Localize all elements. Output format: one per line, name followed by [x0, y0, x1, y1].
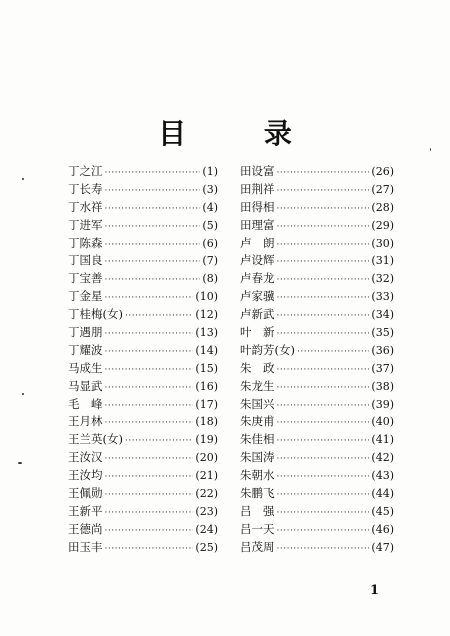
toc-entry [68, 235, 218, 253]
toc-entry [68, 199, 218, 217]
toc-entry [68, 163, 218, 181]
toc-entry [68, 181, 218, 199]
entry-name: 卢 朗 [240, 235, 275, 250]
entry-page-number: (46) [371, 522, 394, 536]
toc-entry [240, 467, 394, 485]
entry-page-number: (44) [371, 487, 394, 501]
page-number: 1 [370, 583, 380, 598]
entry-name: 叶韵芳(女) [240, 342, 295, 357]
entry-page-number: (22) [195, 487, 218, 501]
dot-leader [277, 308, 370, 326]
dot-leader [277, 165, 370, 183]
entry-page-number: (13) [195, 326, 218, 340]
toc-entry [68, 252, 218, 270]
toc-entry [68, 217, 218, 235]
entry-name: 朱佳相 [240, 432, 275, 447]
toc-entry [68, 449, 218, 467]
entry-name: 丁陈森 [68, 235, 103, 250]
toc-entry [240, 431, 394, 449]
dot-leader [105, 362, 194, 380]
entry-name: 王汝汉 [68, 450, 103, 465]
dot-leader [277, 219, 370, 237]
toc-entry [68, 539, 218, 557]
entry-name: 马成生 [68, 360, 103, 375]
entry-page-number: (7) [202, 254, 218, 268]
entry-page-number: (31) [371, 254, 394, 268]
entry-page-number: (36) [371, 343, 394, 357]
dot-leader [277, 487, 370, 505]
dot-leader [105, 344, 194, 362]
entry-name: 吕 强 [240, 503, 275, 518]
entry-page-number: (8) [202, 272, 218, 286]
entry-page-number: (30) [371, 236, 394, 250]
dot-leader [277, 380, 370, 398]
toc-entry [240, 217, 394, 235]
toc-entry [68, 503, 218, 521]
entry-name: 卢设辉 [240, 253, 275, 268]
entry-page-number: (32) [371, 272, 394, 286]
dot-leader [105, 183, 201, 201]
entry-name: 丁进军 [68, 217, 103, 232]
toc-entry [68, 521, 218, 539]
toc-entry [68, 431, 218, 449]
dot-leader [105, 541, 194, 559]
entry-page-number: (12) [195, 308, 218, 322]
entry-page-number: (14) [195, 343, 218, 357]
entry-name: 丁国良 [68, 253, 103, 268]
entry-name: 吕一天 [240, 521, 275, 536]
entry-name: 叶 新 [240, 325, 275, 340]
toc-column-right [240, 163, 394, 557]
entry-page-number: (23) [195, 504, 218, 518]
toc-entry [68, 413, 218, 431]
entry-name: 田理富 [240, 217, 275, 232]
toc-entry [68, 396, 218, 414]
entry-name: 朱龙生 [240, 378, 275, 393]
entry-page-number: (5) [202, 218, 218, 232]
toc-entry [240, 181, 394, 199]
entry-name: 丁之江 [68, 164, 103, 178]
dot-leader [105, 254, 201, 272]
toc-entry [240, 378, 394, 396]
entry-page-number: (10) [195, 290, 218, 304]
entry-page-number: (47) [371, 540, 394, 554]
entry-page-number: (27) [371, 182, 394, 196]
toc-column-left [68, 163, 218, 557]
entry-page-number: (1) [202, 165, 218, 178]
dot-leader [105, 165, 201, 183]
toc-entry [68, 288, 218, 306]
toc-entry [240, 163, 394, 181]
entry-page-number: (18) [195, 415, 218, 429]
entry-name: 王汝均 [68, 468, 103, 483]
entry-page-number: (37) [371, 361, 394, 375]
entry-page-number: (43) [371, 469, 394, 483]
dot-leader [277, 254, 370, 272]
entry-name: 卢新武 [240, 307, 275, 322]
entry-page-number: (34) [371, 308, 394, 322]
dot-leader [105, 451, 194, 469]
entry-name: 田得相 [240, 199, 275, 214]
entry-name: 王新平 [68, 503, 103, 518]
dot-leader [277, 523, 370, 541]
entry-name: 丁宝善 [68, 271, 103, 286]
entry-name: 田玉丰 [68, 539, 103, 554]
entry-page-number: (45) [371, 504, 394, 518]
dot-leader [105, 272, 201, 290]
entry-page-number: (6) [202, 236, 218, 250]
dot-leader [277, 451, 370, 469]
toc-entry [240, 485, 394, 503]
toc-entry [240, 503, 394, 521]
dot-leader [105, 487, 194, 505]
entry-name: 朱鹏飞 [240, 486, 275, 501]
dot-leader [297, 344, 369, 362]
page-title: 目 录 [158, 117, 326, 150]
dot-leader [105, 398, 194, 416]
entry-name: 卢家骥 [240, 289, 275, 304]
entry-page-number: (29) [371, 218, 394, 232]
entry-name: 田设富 [240, 164, 275, 178]
entry-page-number: (40) [371, 415, 394, 429]
dot-leader [277, 290, 370, 308]
scan-speck [18, 462, 22, 464]
toc-entry [68, 360, 218, 378]
entry-page-number: (17) [195, 397, 218, 411]
entry-page-number: (3) [202, 182, 218, 196]
entry-page-number: (35) [371, 326, 394, 340]
dot-leader [105, 469, 194, 487]
toc-entry [68, 342, 218, 360]
entry-name: 丁桂梅(女) [68, 307, 123, 322]
toc-entry [240, 521, 394, 539]
dot-leader [105, 326, 194, 344]
dot-leader [277, 469, 370, 487]
entry-page-number: (41) [371, 433, 394, 447]
entry-name: 丁耀波 [68, 342, 103, 357]
entry-name: 丁水祥 [68, 199, 103, 214]
entry-page-number: (38) [371, 379, 394, 393]
entry-page-number: (26) [371, 165, 394, 178]
entry-name: 马显武 [68, 378, 103, 393]
toc-entry [240, 324, 394, 342]
entry-page-number: (24) [195, 522, 218, 536]
scan-speck [22, 178, 24, 180]
dot-leader [277, 362, 370, 380]
toc-entry [68, 485, 218, 503]
entry-page-number: (20) [195, 451, 218, 465]
dot-leader [125, 308, 193, 326]
entry-page-number: (4) [202, 200, 218, 214]
dot-leader [105, 219, 201, 237]
scan-speck [22, 393, 24, 395]
entry-page-number: (21) [195, 469, 218, 483]
entry-name: 朱庚甫 [240, 414, 275, 429]
toc-entry [240, 360, 394, 378]
entry-page-number: (16) [195, 379, 218, 393]
toc-entry [68, 467, 218, 485]
toc-entry [68, 270, 218, 288]
entry-name: 吕茂周 [240, 539, 275, 554]
dot-leader [277, 433, 370, 451]
dot-leader [277, 505, 370, 523]
toc-entry [240, 199, 394, 217]
toc-entry [240, 449, 394, 467]
toc-entry [240, 235, 394, 253]
entry-page-number: (39) [371, 397, 394, 411]
entry-name: 王月林 [68, 414, 103, 429]
dot-leader [277, 272, 370, 290]
entry-page-number: (33) [371, 290, 394, 304]
toc-entry [240, 306, 394, 324]
entry-page-number: (15) [195, 361, 218, 375]
toc-entry [240, 413, 394, 431]
entry-name: 朱国兴 [240, 396, 275, 411]
toc-entry [68, 378, 218, 396]
scan-speck [430, 148, 431, 151]
entry-page-number: (42) [371, 451, 394, 465]
entry-name: 朱朝水 [240, 468, 275, 483]
dot-leader [105, 201, 201, 219]
toc-entry [68, 324, 218, 342]
entry-name: 毛 峰 [68, 396, 103, 411]
dot-leader [105, 505, 194, 523]
entry-name: 朱国涛 [240, 450, 275, 465]
dot-leader [277, 541, 370, 559]
dot-leader [105, 237, 201, 255]
entry-name: 王佩勋 [68, 486, 103, 501]
entry-name: 王兰英(女) [68, 432, 123, 447]
entry-name: 王德尚 [68, 521, 103, 536]
dot-leader [105, 523, 194, 541]
entry-name: 丁长寿 [68, 181, 103, 196]
dot-leader [125, 433, 193, 451]
entry-name: 丁遇朋 [68, 325, 103, 340]
entry-page-number: (19) [195, 433, 218, 447]
entry-page-number: (25) [195, 540, 218, 554]
dot-leader [277, 183, 370, 201]
dot-leader [105, 380, 194, 398]
dot-leader [277, 237, 370, 255]
entry-name: 田荆祥 [240, 181, 275, 196]
entry-name: 丁金星 [68, 289, 103, 304]
toc-entry [240, 252, 394, 270]
toc-entry [240, 270, 394, 288]
entry-name: 朱 政 [240, 360, 275, 375]
toc-entry [240, 288, 394, 306]
dot-leader [277, 201, 370, 219]
entry-page-number: (28) [371, 200, 394, 214]
entry-name: 卢春龙 [240, 271, 275, 286]
toc-entry [240, 396, 394, 414]
dot-leader [277, 398, 370, 416]
toc-entry [68, 306, 218, 324]
toc-entry [240, 342, 394, 360]
dot-leader [277, 415, 370, 433]
toc-entry [240, 539, 394, 557]
